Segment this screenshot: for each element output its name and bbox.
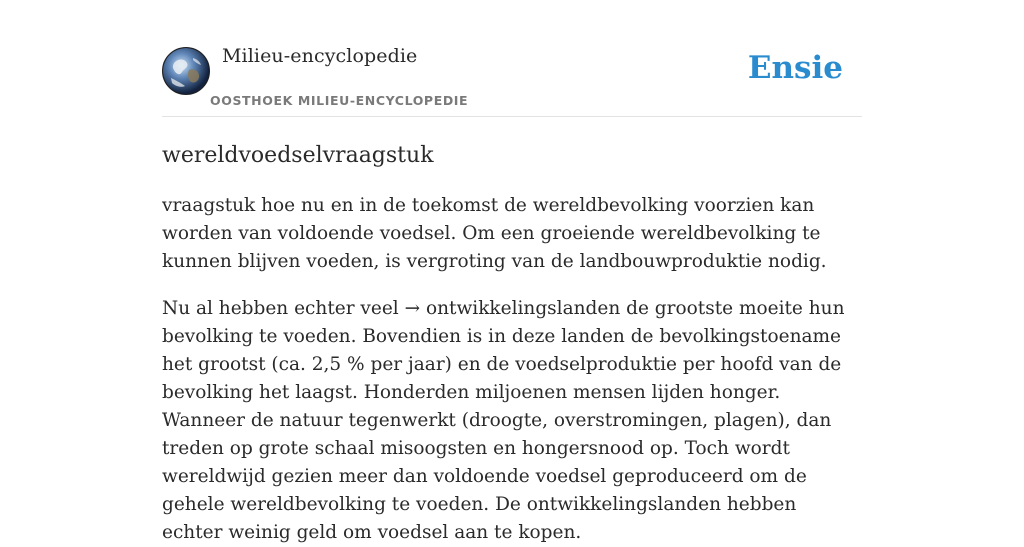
article-paragraph-1: vraagstuk hoe nu en in de toekomst de wereldbevolking voorzien kan worden van voldoende voedsel. Om een groeiende wereldbevolking te kunnen blijven voeden, is vergroting van de landbouwproduktie nodig. [162,195,827,272]
cross-reference-link[interactable] [405,298,621,319]
page [162,0,862,547]
article-paragraph-2 [162,295,862,547]
cross-reference-label: ontwikkelingslanden [425,298,621,319]
site-subtitle: OOSTHOEK MILIEU-ENCYCLOPEDIE [210,93,469,108]
site-title[interactable]: Milieu-encyclopedie [222,45,418,67]
article-headword: wereldvoedselvraagstuk [162,143,434,168]
earth-globe-icon[interactable] [162,47,210,95]
site-header [162,0,862,117]
arrow-right-icon: → [404,298,421,319]
ensie-logo-link[interactable]: Ensie [747,50,843,86]
paragraph-text: Nu al hebben echter veel [162,298,405,319]
paragraph-text: de grootste moeite hun bevolking te voeden. Bovendien is in deze landen de bevolkingstoename het grootst (ca. 2,5 % per jaar) en de voedselproduktie per hoofd van de bevolking het laagst. Honderden miljoenen mensen lijden honger. Wanneer de natuur tegenwerkt (droogte, overstromingen, plagen), dan treden op grote schaal misoogsten en hongersnood op. Toch wordt wereldwijd gezien meer dan voldoende voedsel geproduceerd om de gehele wereldbevolking te voeden. De ontwikkelingslanden hebben echter weinig geld om voedsel aan te kopen. [162,298,845,543]
